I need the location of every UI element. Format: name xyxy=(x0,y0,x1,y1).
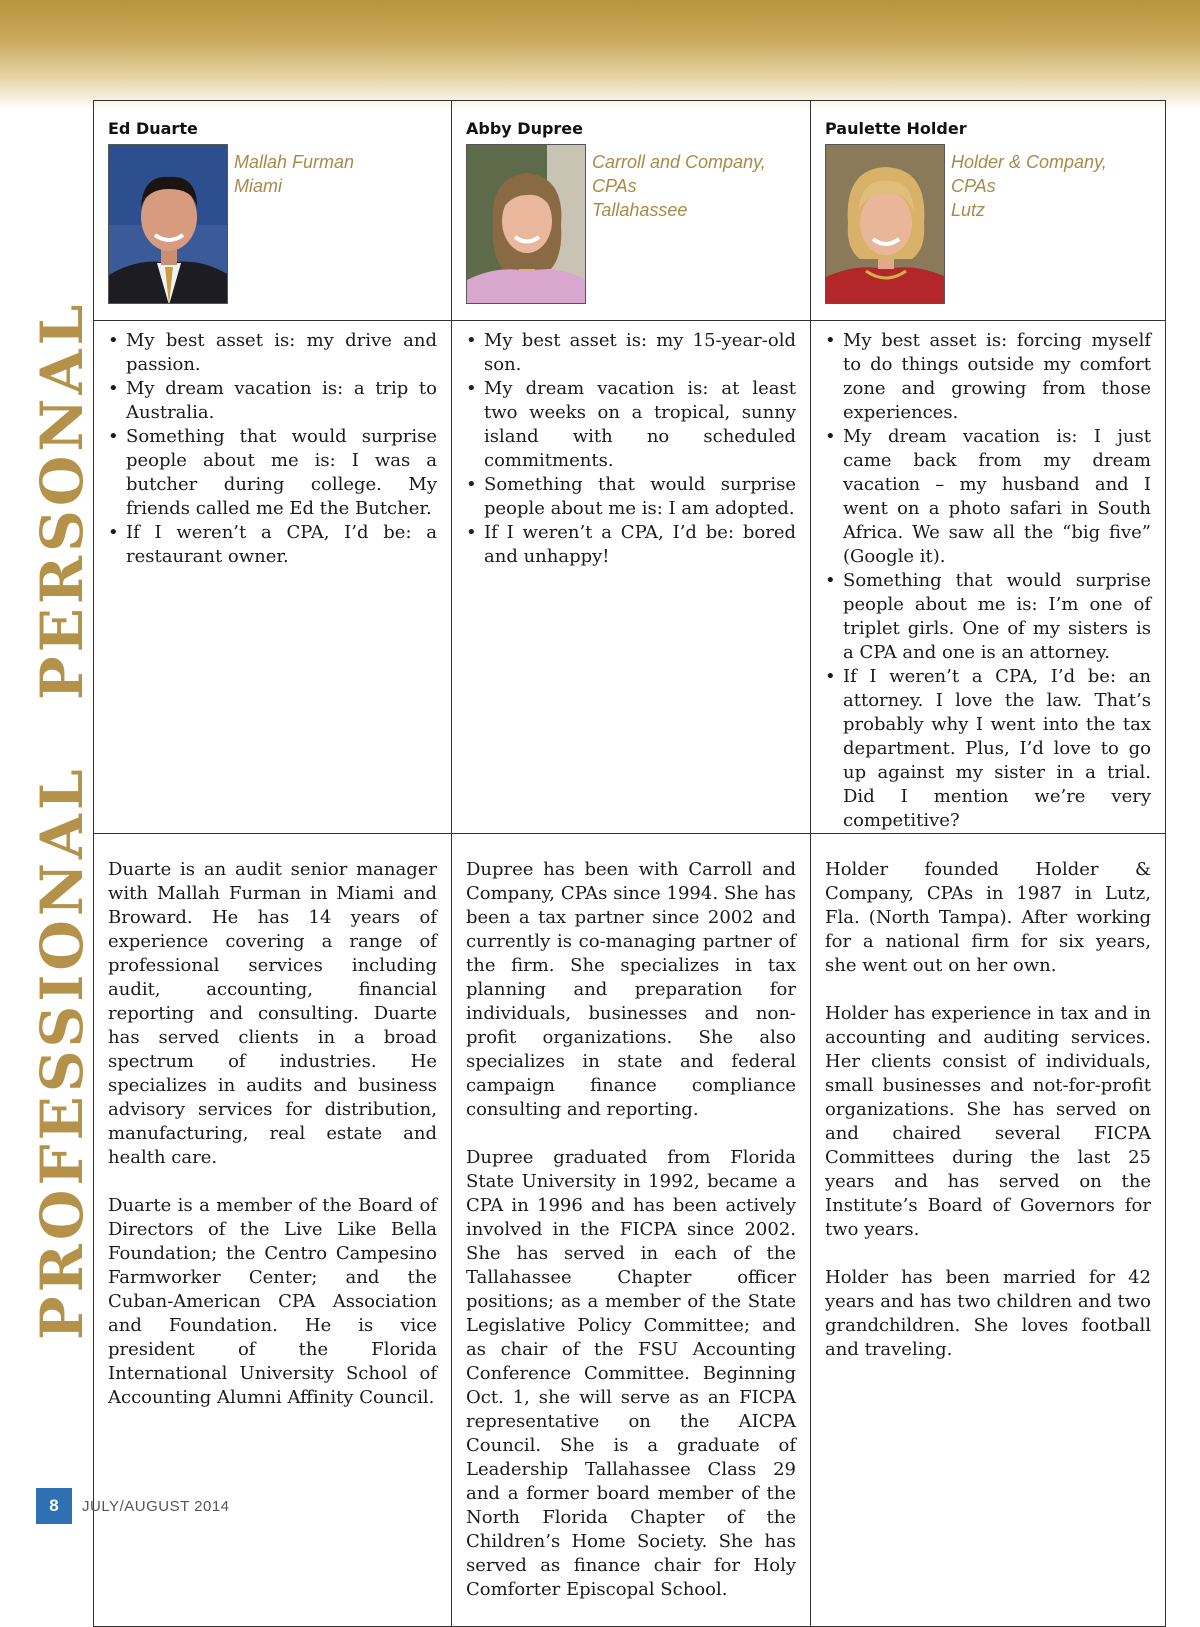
headshot-photo xyxy=(108,144,228,304)
bio-paragraph: Dupree has been with Carroll and Company, CPAs since 1994. She has been a tax partner since 2002 and currently is co-managing partner of the firm. She specializes in tax planning and preparation for individuals, businesses and non-profit organizations. She also specializes in state and federal campaign finance compliance consulting and reporting. xyxy=(466,859,796,1120)
personal-list xyxy=(825,329,1151,833)
list-item: • If I weren’t a CPA, I’d be: a restaurant owner. xyxy=(108,521,437,569)
firm-info xyxy=(951,150,1107,304)
bio-paragraph: Holder has been married for 42 years and has two children and two grandchildren. She loves football and traveling. xyxy=(825,1267,1151,1360)
header-row xyxy=(94,101,1166,321)
personal-list xyxy=(108,329,437,569)
list-item: • My dream vacation is: I just came back from my dream vacation – my husband and I went on a photo safari in South Africa. We saw all the “big five” (Google it). xyxy=(825,425,1151,569)
personal-cell xyxy=(811,321,1166,834)
personal-list xyxy=(466,329,796,569)
personal-cell xyxy=(452,321,811,834)
professional-cell xyxy=(452,834,811,1627)
personal-cell xyxy=(94,321,452,834)
profile-header-paulette-holder xyxy=(811,101,1166,321)
person-name: Ed Duarte xyxy=(108,119,198,138)
section-label-personal: PERSONAL xyxy=(28,300,96,700)
list-item: • My dream vacation is: a trip to Australia. xyxy=(108,377,437,425)
bio-paragraph: Duarte is an audit senior manager with Mallah Furman in Miami and Broward. He has 14 years of experience covering a range of professional services including audit, accounting, financial reporting and consulting. Duarte has served clients in a broad spectrum of industries. He specializes in audits and business advisory services for distribution, manufacturing, real estate and health care. xyxy=(108,859,437,1168)
list-item: • If I weren’t a CPA, I’d be: an attorney. I love the law. That’s probably why I went into the tax department. Plus, I’d love to go up against my sister in a trial. Did I mention we’re very competitive? xyxy=(825,665,1151,833)
firm-city: Lutz xyxy=(951,200,986,220)
firm-city: Miami xyxy=(234,176,282,196)
profile-header-abby-dupree xyxy=(452,101,811,321)
bio-paragraph: Dupree graduated from Florida State University in 1992, became a CPA in 1996 and has been actively involved in the FICPA since 2002. She has served in each of the Tallahassee Chapter officer positions; as a member of the State Legislative Policy Committee; and as chair of the FSU Accounting Conference Committee. Beginning Oct. 1, she will serve as an FICPA representative on the AICPA Council. She is a graduate of Leadership Tallahassee Class 29 and a former board member of the North Florida Chapter of the Children’s Home Society. She has served as finance chair for Holy Comforter Episcopal School. xyxy=(466,1147,796,1600)
list-item: • Something that would surprise people about me is: I am adopted. xyxy=(466,473,796,521)
page-number: 8 xyxy=(36,1488,72,1524)
profile-header-ed-duarte xyxy=(94,101,452,321)
page-footer xyxy=(36,1488,230,1524)
personal-row xyxy=(94,321,1166,834)
headshot-photo xyxy=(466,144,586,304)
firm-info xyxy=(592,150,766,304)
header-gradient-band xyxy=(0,0,1200,110)
list-item: • My best asset is: forcing myself to do things outside my comfort zone and growing from those experiences. xyxy=(825,329,1151,425)
firm-city: Tallahassee xyxy=(592,200,688,220)
list-item: • My best asset is: my drive and passion. xyxy=(108,329,437,377)
bio-paragraph: Holder founded Holder & Company, CPAs in 1987 in Lutz, Fla. (North Tampa). After working for a national firm for six years, she went out on her own. xyxy=(825,859,1151,976)
section-label-professional: PROFESSIONAL xyxy=(28,765,96,1340)
headshot-photo xyxy=(825,144,945,304)
professional-row xyxy=(94,834,1166,1627)
firm-designation: CPAs xyxy=(592,176,637,196)
list-item: • Something that would surprise people about me is: I’m one of triplet girls. One of my sisters is a CPA and one is an attorney. xyxy=(825,569,1151,665)
list-item: • Something that would surprise people about me is: I was a butcher during college. My friends called me Ed the Butcher. xyxy=(108,425,437,521)
bio-paragraph: Holder has experience in tax and in accounting and auditing services. Her clients consist of individuals, small businesses and not-for-profit organizations. She has served on and chaired several FICPA Committees during the last 25 years and has served on the Institute’s Board of Governors for two years. xyxy=(825,1003,1151,1240)
firm-name: Holder & Company, xyxy=(951,152,1107,172)
issue-date: JULY/AUGUST 2014 xyxy=(82,1497,230,1515)
firm-name: Mallah Furman xyxy=(234,152,355,172)
profile-table xyxy=(93,100,1166,1627)
list-item: • My best asset is: my 15-year-old son. xyxy=(466,329,796,377)
person-name: Abby Dupree xyxy=(466,119,584,138)
professional-cell xyxy=(811,834,1166,1627)
firm-name: Carroll and Company, xyxy=(592,152,766,172)
firm-info xyxy=(234,150,354,304)
person-name: Paulette Holder xyxy=(825,119,967,138)
list-item: • My dream vacation is: at least two weeks on a tropical, sunny island with no scheduled commitments. xyxy=(466,377,796,473)
bio-paragraph: Duarte is a member of the Board of Directors of the Live Like Bella Foundation; the Centro Campesino Farmworker Center; and the Cuban-American CPA Association and Foundation. He is vice president of the Florida International University School of Accounting Alumni Affinity Council. xyxy=(108,1195,437,1408)
firm-designation: CPAs xyxy=(951,176,996,196)
list-item: • If I weren’t a CPA, I’d be: bored and unhappy! xyxy=(466,521,796,569)
